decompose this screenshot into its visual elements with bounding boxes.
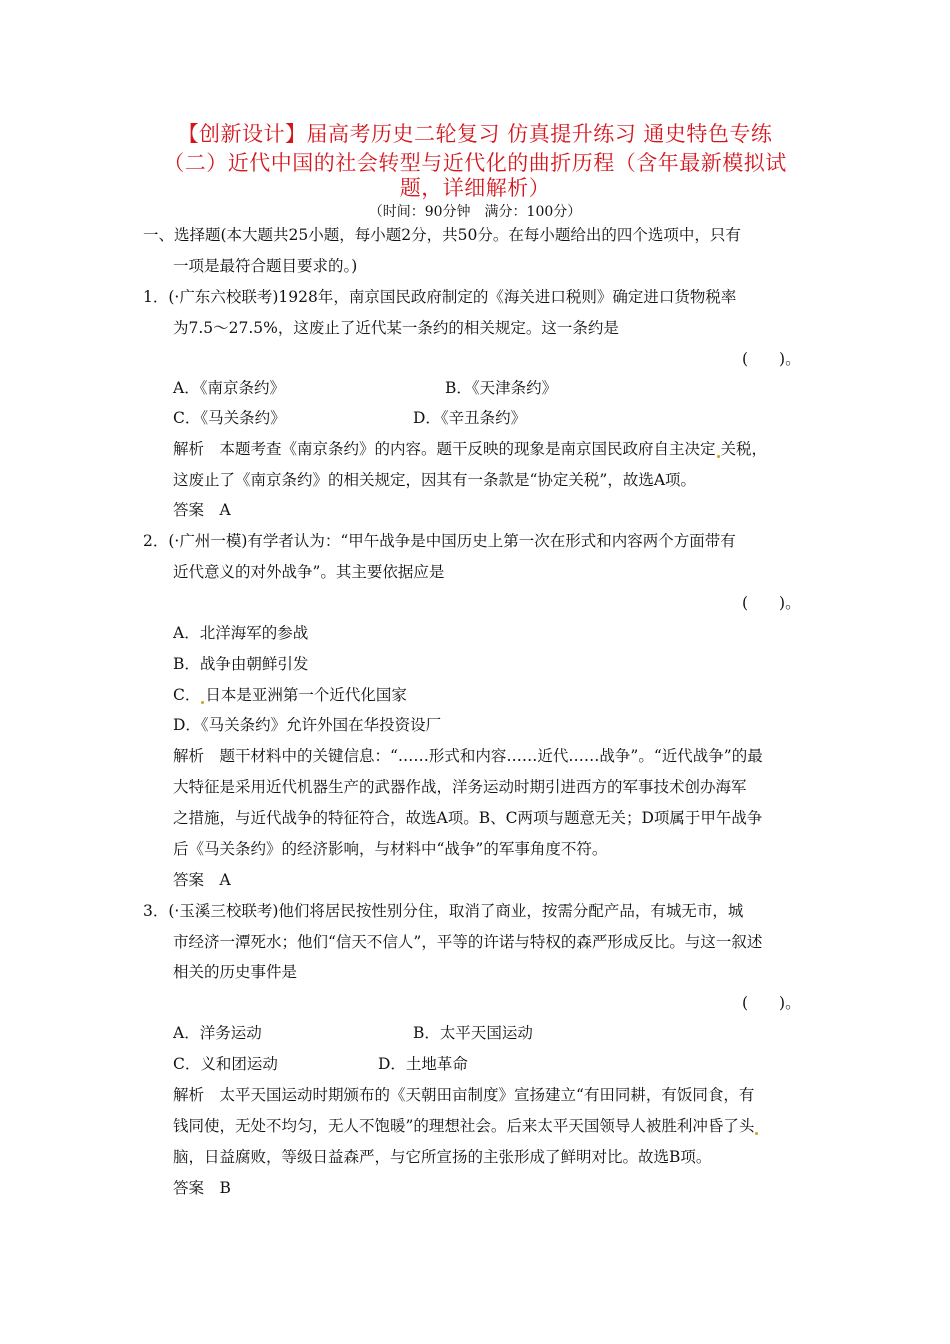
doc-title-line-2: （二）近代中国的社会转型与近代化的曲折历程（含年最新模拟试 — [163, 151, 787, 175]
dot-mark-icon — [201, 701, 204, 704]
q1-option-d: D．《辛丑条约》 — [413, 409, 527, 427]
q2-option-c-prefix: C． — [173, 686, 201, 704]
dot-mark-icon — [717, 455, 720, 458]
q2-explanation-line-4: 后《马关条约》的经济影响，与材料中“战争”的军事角度不符。 — [173, 840, 608, 858]
q3-option-c: C．义和团运动 — [173, 1055, 278, 1073]
q1-option-b: B．《天津条约》 — [445, 379, 558, 397]
q1-answer: 答案 A — [173, 501, 231, 519]
q2-stem-line-2: 近代意义的对外战争”。其主要依据应是 — [173, 563, 445, 581]
q1-stem-line-2: 为7.5～27.5%，这废止了近代某一条约的相关规定。这一条约是 — [173, 319, 619, 337]
dot-mark-icon — [755, 1132, 758, 1135]
q2-answer: 答案 A — [173, 871, 231, 889]
exam-meta: （时间：90分钟 满分：100分） — [368, 204, 582, 220]
q3-stem-line-2: 市经济一潭死水；他们“信天不信人”，平等的许诺与特权的森严形成反比。与这一叙述 — [173, 933, 763, 951]
q1-answer-blank: ( )。 — [742, 350, 801, 368]
q3-option-a: A．洋务运动 — [173, 1024, 262, 1042]
q3-answer-blank: ( )。 — [742, 994, 801, 1012]
q2-answer-blank: ( )。 — [742, 594, 801, 612]
q2-explanation-line-2: 大特征是采用近代机器生产的武器作战，洋务运动时期引进西方的军事技术创办海军 — [173, 778, 747, 796]
q2-option-b: B．战争由朝鲜引发 — [173, 655, 309, 673]
q3-explanation-line-3: 脑，日益腐败，等级日益森严，与它所宣扬的主张形成了鲜明对比。故选B项。 — [173, 1148, 712, 1166]
q2-stem-line-1: 2．(·广州一模)有学者认为：“甲午战争是中国历史上第一次在形式和内容两个方面带有 — [143, 532, 736, 550]
q2-option-c — [173, 685, 407, 705]
doc-title-line-3: 题，详细解析） — [399, 176, 551, 200]
q3-explanation-text: 钱同使，无处不均匀，无人不饱暖”的理想社会。后来太平天国领导人被胜利冲昏了头 — [173, 1117, 755, 1135]
q2-option-c-text: 日本是亚洲第一个近代化国家 — [205, 686, 407, 704]
q3-stem-line-1: 3．(·玉溪三校联考)他们将居民按性别分住，取消了商业，按需分配产品，有城无市，城 — [143, 902, 744, 920]
doc-title-line-1: 【创新设计】届高考历史二轮复习 仿真提升练习 通史特色专练 — [177, 122, 773, 146]
q3-option-b: B．太平天国运动 — [413, 1024, 533, 1042]
q1-stem-line-1: 1．(·广东六校联考)1928年，南京国民政府制定的《海关进口税则》确定进口货物税率 — [143, 288, 737, 306]
q1-explanation-line-1 — [173, 439, 767, 459]
q2-option-a: A．北洋海军的参战 — [173, 624, 309, 642]
section-heading-line-2: 一项是最符合题目要求的。) — [173, 257, 358, 275]
q2-option-d: D．《马关条约》允许外国在华投资设厂 — [173, 716, 442, 734]
q3-answer: 答案 B — [173, 1179, 231, 1197]
section-heading-line-1: 一、选择题(本大题共25小题，每小题2分，共50分。在每小题给出的四个选项中，只有 — [143, 226, 741, 244]
q1-explanation-text-b: 关税， — [720, 440, 768, 458]
q3-option-d: D．土地革命 — [378, 1055, 468, 1073]
q1-option-a: A．《南京条约》 — [173, 379, 285, 397]
q2-explanation-line-3: 之措施，与近代战争的特征符合，故选A项。B、C两项与题意无关；D项属于甲午战争 — [173, 809, 763, 827]
q3-explanation-line-2 — [173, 1116, 759, 1136]
q1-explanation-line-2: 这废止了《南京条约》的相关规定，因其有一条款是“协定关税”，故选A项。 — [173, 471, 697, 489]
q3-explanation-line-1: 解析 太平天国运动时期颁布的《天朝田亩制度》宣扬建立“有田同耕，有饭同食，有 — [173, 1086, 755, 1104]
q1-explanation-text-a: 解析 本题考查《南京条约》的内容。题干反映的现象是南京国民政府自主决定 — [173, 440, 716, 458]
q1-option-c: C．《马关条约》 — [173, 409, 286, 427]
q3-stem-line-3: 相关的历史事件是 — [173, 963, 298, 981]
q2-explanation-line-1: 解析 题干材料中的关键信息：“……形式和内容……近代……战争”。“近代战争”的最 — [173, 747, 763, 765]
